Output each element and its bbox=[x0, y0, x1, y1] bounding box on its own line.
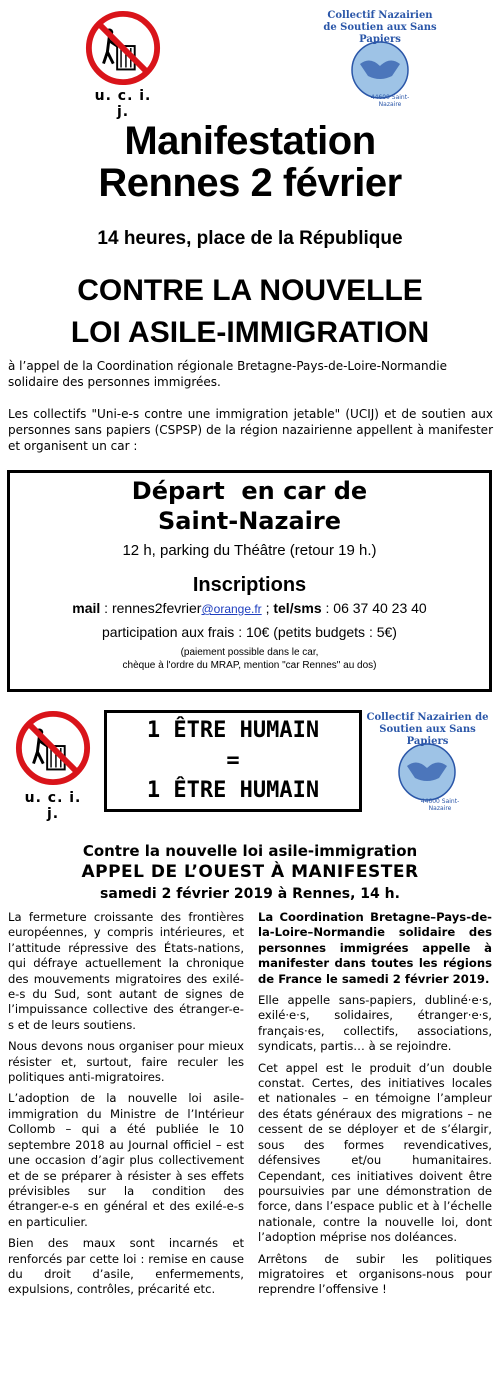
bus-time: 12 h, parking du Théâtre (retour 19 h.) bbox=[122, 542, 377, 559]
appel-heading-3: samedi 2 février 2019 à Rennes, 14 h. bbox=[100, 886, 400, 902]
contre-line-1: CONTRE LA NOUVELLE bbox=[77, 274, 423, 307]
collectif-logo-name: Collectif Nazairien de Soutien aux Sans Papiers bbox=[323, 10, 437, 45]
no-littering-logo-icon bbox=[84, 8, 162, 88]
right-lead-paragraph: La Coordination Bretagne–Pays-de-la-Loire–Normandie solidaire des personnes immigrées appelle à manifester dans toutes les régions de France le samedi 2 février 2019. bbox=[258, 910, 492, 986]
mail-label: mail bbox=[72, 600, 101, 616]
right-paragraph: Arrêtons de subir les politiques migratoires et organisons-nous pour reprendre l’offensive ! bbox=[258, 1251, 492, 1297]
humain-slogan bbox=[104, 716, 362, 806]
humain-line-1: 1 ÊTRE HUMAIN bbox=[146, 718, 320, 743]
intro-paragraph-1: à l’appel de la Coordination régionale Bretagne-Pays-de-Loire-Normandie solidaire des personnes immigrées. bbox=[8, 359, 447, 389]
title-line-2: Rennes 2 février bbox=[98, 161, 402, 205]
right-paragraph: Cet appel est le produit d’un double constat. Certes, des initiatives locales et nationales – en témoigne l’ampleur des états généraux des migrations – ne cessent de se déployer et de s’élargir, sous des formes revendicatives, défensives et/ou humanitaires. Cependant, ces initiatives doivent être poursuivies par une démonstration de force, dans l’espace public et à l’échelle nationale, contre la nouvelle loi, dont l’adoption méprise nos doléances. bbox=[258, 1060, 492, 1245]
mail-user: : rennes2fevrier bbox=[100, 600, 202, 616]
fees-line: participation aux frais : 10€ (petits budgets : 5€) bbox=[102, 624, 397, 640]
ucij-logo-label-2: u. c. i. j. bbox=[24, 790, 82, 822]
collectif-logo-sub: 44600 Saint-Nazaire bbox=[370, 94, 410, 108]
right-column bbox=[258, 910, 492, 1304]
collectif-logo-name-2: Collectif Nazairien de Soutien aux Sans Papiers bbox=[366, 712, 489, 747]
main-title bbox=[0, 120, 500, 204]
bus-title bbox=[7, 476, 492, 536]
contact-line bbox=[7, 600, 492, 616]
tel-label: tel/sms bbox=[273, 600, 322, 616]
left-column bbox=[8, 910, 244, 1304]
left-paragraph: L’adoption de la nouvelle loi asile-immigration du Ministre de l’Intérieur Collomb – qui a été publiée le 10 septembre 2018 au Journal officiel – est une occasion d’agir plus collectivement et de se préparer à résister à ses effets prévisibles sur la condition des étranger-e-s en général et des exilé-e-s en particulier. bbox=[8, 1091, 244, 1229]
appel-heading-1: Contre la nouvelle loi asile-immigration bbox=[82, 842, 418, 860]
left-paragraph: Nous devons nous organiser pour mieux résister et, surtout, faire reculer les politiques anti-migratoires. bbox=[8, 1039, 244, 1085]
subtitle: 14 heures, place de la République bbox=[97, 228, 403, 249]
payment-note-line-1: (paiement possible dans le car, bbox=[180, 647, 319, 658]
intro-paragraph-2: Les collectifs "Uni-e-s contre une immigration jetable" (UCIJ) et de soutien aux personnes sans papiers (CSPSP) de la région nazairienne appellent à manifester et organisent un car : bbox=[8, 407, 493, 453]
left-paragraph: Bien des maux sont incarnés et renforcés par cette loi : remise en cause du droit d’asile, enfermements, expulsions, contrôles, précarité etc. bbox=[8, 1236, 244, 1297]
right-paragraph: Elle appelle sans-papiers, dubliné·e·s, exilé·e·s, solidaires, étranger·e·s, français·es, collectifs, associations, syndicats, partis… à se rejoindre. bbox=[258, 993, 492, 1054]
title-line-1: Manifestation bbox=[124, 119, 376, 163]
bus-title-line-1: Départ en car de bbox=[131, 477, 368, 505]
inscriptions-heading: Inscriptions bbox=[192, 574, 307, 596]
bus-title-line-2: Saint-Nazaire bbox=[157, 507, 341, 535]
collectif-logo-sub-2: 44600 Saint-Nazaire bbox=[420, 798, 460, 812]
left-paragraph: La fermeture croissante des frontières européennes, y compris intérieures, et l’attitude répressive des États-nations, qui défraye actuellement la chronique des mouvements migratoires des exilé-e-s du Sud, sont autant de signes de l’impuissance collective des étranger-e-s et de leurs soutiens. bbox=[8, 910, 244, 1032]
contre-line-2: LOI ASILE-IMMIGRATION bbox=[70, 316, 430, 349]
no-littering-logo-icon bbox=[14, 708, 92, 788]
appel-heading-2: APPEL DE L’OUEST À MANIFESTER bbox=[81, 862, 419, 882]
humain-line-3: 1 ÊTRE HUMAIN bbox=[146, 778, 320, 803]
tel-value: : 06 37 40 23 40 bbox=[321, 600, 427, 616]
contact-separator: ; bbox=[261, 600, 274, 616]
payment-note bbox=[7, 646, 492, 672]
humain-line-2: = bbox=[226, 748, 240, 773]
ucij-logo-label: u. c. i. j. bbox=[94, 88, 152, 120]
payment-note-line-2: chèque à l'ordre du MRAP, mention "car Rennes" au dos) bbox=[122, 660, 377, 671]
contre-title bbox=[0, 270, 500, 354]
mail-domain-link[interactable]: @orange.fr bbox=[201, 602, 262, 616]
